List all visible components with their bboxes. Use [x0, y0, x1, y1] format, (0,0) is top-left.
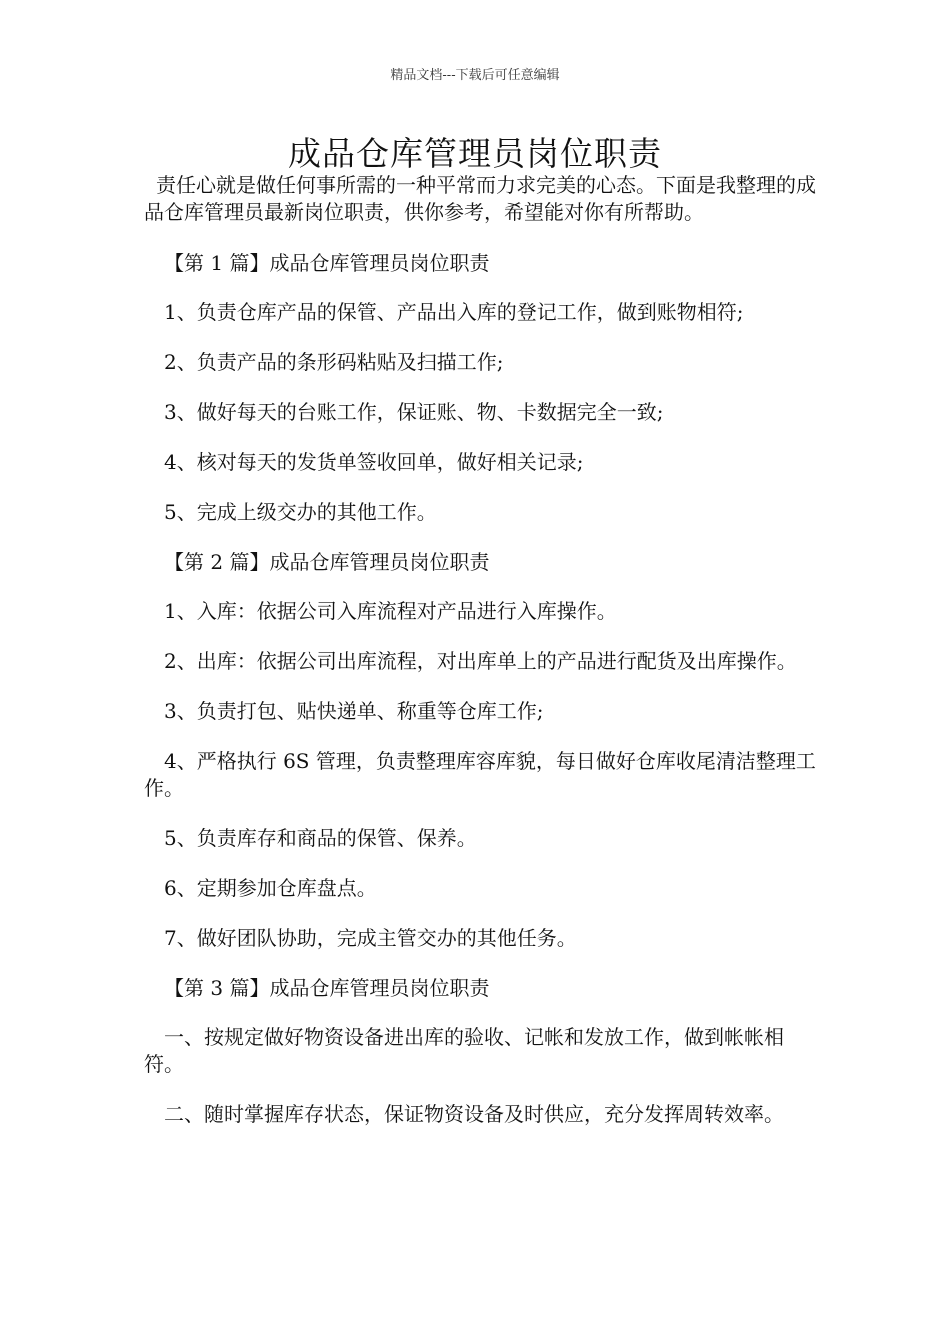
- section-2-item-3: 3、负责打包、贴快递单、称重等仓库工作;: [164, 699, 544, 723]
- section-2-heading: 【第 2 篇】成品仓库管理员岗位职责: [164, 550, 490, 574]
- section-1-item-4: 4、核对每天的发货单签收回单，做好相关记录;: [164, 450, 584, 474]
- section-2-item-2: 2、出库：依据公司出库流程，对出库单上的产品进行配货及出库操作。: [164, 649, 797, 673]
- intro-paragraph: 责任心就是做任何事所需的一种平常而力求完美的心态。下面是我整理的成品仓库管理员最新岗位职责，供你参考，希望能对你有所帮助。: [144, 173, 816, 224]
- section-2-item-4: 4、严格执行 6S 管理，负责整理库容库貌，每日做好仓库收尾清洁整理工作。: [144, 749, 816, 800]
- section-1-item-5: 5、完成上级交办的其他工作。: [164, 500, 437, 524]
- section-3-item-1: 一、按规定做好物资设备进出库的验收、记帐和发放工作，做到帐帐相符。: [144, 1025, 784, 1076]
- section-1-item-2: 2、负责产品的条形码粘贴及扫描工作;: [164, 350, 504, 374]
- section-1-item-3: 3、做好每天的台账工作，保证账、物、卡数据完全一致;: [164, 400, 664, 424]
- page-header-note: 精品文档---下载后可任意编辑: [390, 68, 560, 83]
- section-2-item-7: 7、做好团队协助，完成主管交办的其他任务。: [164, 926, 577, 950]
- section-3-item-2: 二、随时掌握库存状态，保证物资设备及时供应，充分发挥周转效率。: [164, 1102, 784, 1126]
- document-body: [144, 172, 816, 1151]
- section-1-item-1: 1、负责仓库产品的保管、产品出入库的登记工作，做到账物相符;: [164, 300, 744, 324]
- document-title: 成品仓库管理员岗位职责: [288, 134, 662, 173]
- section-2-item-1: 1、入库：依据公司入库流程对产品进行入库操作。: [164, 599, 617, 623]
- section-1-heading: 【第 1 篇】成品仓库管理员岗位职责: [164, 251, 490, 275]
- section-3-heading: 【第 3 篇】成品仓库管理员岗位职责: [164, 976, 490, 1000]
- section-2-item-5: 5、负责库存和商品的保管、保养。: [164, 826, 477, 850]
- section-2-item-6: 6、定期参加仓库盘点。: [164, 876, 377, 900]
